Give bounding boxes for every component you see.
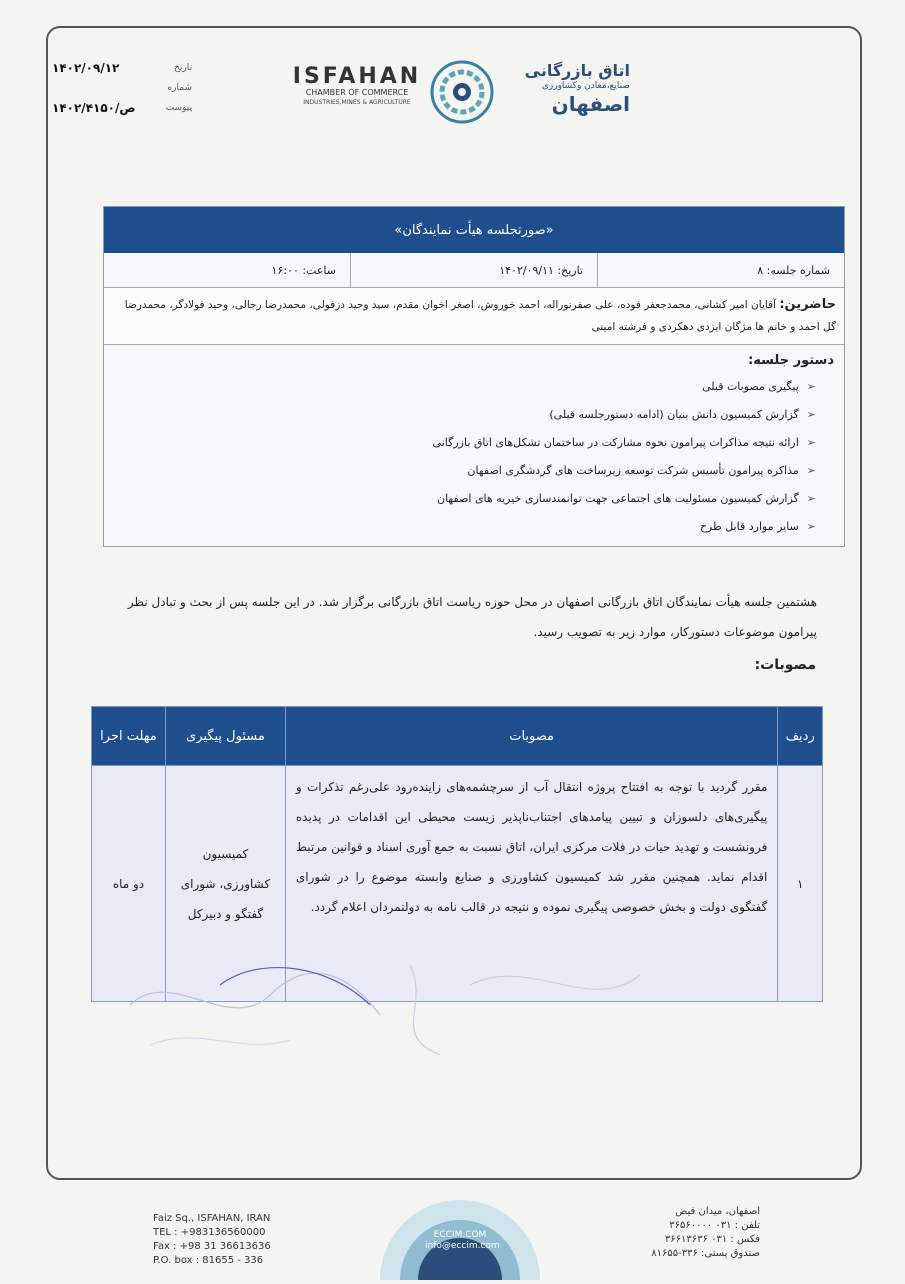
logo-fa-city: اصفهان — [551, 92, 630, 116]
responsible-cell: کمیسیون کشاورزی، شورای گفتگو و دبیرکل — [165, 766, 285, 1002]
agenda-title: «صورتجلسه هیأت نمایندگان» — [104, 207, 844, 253]
col-approvals: مصوبات — [285, 707, 777, 766]
logo-fa-title: اتاق بازرگانی — [524, 61, 630, 80]
approvals-title: مصوبات: — [754, 657, 816, 673]
agenda-item — [114, 372, 834, 400]
arrow-bullet-icon: ➢ — [806, 407, 816, 421]
footer-fa-line: اصفهان، میدان فیض — [675, 1206, 760, 1217]
logo-en-isfahan: ISFAHAN — [292, 64, 422, 89]
table-header-row — [92, 707, 823, 766]
deadline-cell: دو ماه — [92, 766, 166, 1002]
agenda-item — [114, 484, 834, 512]
attendees-label: حاضرین: — [779, 297, 836, 312]
agenda-item-text: گزارش کمیسیون مسئولیت های اجتماعی جهت توانمندسازی خیریه های اصفهان — [436, 491, 799, 505]
attendees — [104, 288, 844, 345]
logo-en-chamber: CHAMBER OF COMMERCE — [305, 88, 409, 97]
agenda-item — [114, 400, 834, 428]
col-row-number: ردیف — [778, 707, 823, 766]
session-date: تاریخ: ۱۴۰۲/۰۹/۱۱ — [350, 253, 597, 287]
approval-text: مقرر گردید با توجه به افتتاح پروژه انتقال آب از سرچشمه‌های زاینده‌رود علی‌رغم تذکرات و پیگیری‌های دلسوزان و تبیین پیامدهای اجتناب‌ناپذیر زیست محیطی این اقدامات در پدیده فرونشست و تهدید حیات در فلات مرکزی ایران، اتاق نسبت به جمع آوری اسناد و قوانین مرتبط اقدام نماید. همچنین مقرر شد کمیسیون کشاورزی و صنایع وابسته موضوع را در شورای گفتگوی دولت و بخش خصوصی پیگیری نموده و نتیجه در قالب نامه به دولتمردان اعلام گردد. — [285, 766, 777, 1002]
number-label: شماره — [167, 83, 192, 93]
footer-fa-line: صندوق پستی: ۳۳۶-۸۱۶۵۵ — [651, 1248, 760, 1259]
footer-email[interactable]: info@eccim.com — [425, 1241, 500, 1251]
logo-english — [292, 66, 422, 107]
date-value: ۱۴۰۲/۰۹/۱۲ — [52, 61, 120, 75]
agenda-item-text: گزارش کمیسیون دانش بنیان (ادامه دستورجلسه قبلی) — [549, 407, 799, 421]
footer-fa-line: تلفن : ۰۳۱ ۳۶۵۶۰۰۰۰ — [669, 1220, 760, 1231]
agenda-box — [103, 206, 845, 547]
attachment-value: ۱۴۰۲/ص/۴۱۵۰ — [52, 101, 136, 115]
date-label: تاریخ — [174, 63, 192, 73]
col-deadline: مهلت اجرا — [92, 707, 166, 766]
arrow-bullet-icon: ➢ — [806, 435, 816, 449]
footer-address-en — [153, 1212, 271, 1268]
arrow-bullet-icon: ➢ — [806, 463, 816, 477]
signatures-image — [110, 945, 650, 1065]
footer-address-fa — [640, 1205, 760, 1261]
agenda-items-title: دستور جلسه: — [748, 353, 834, 368]
attendees-list: آقایان امیر کشانی، محمدجعفر فوده، علی صفرنوراله، احمد خوروش، اصغر اخوان مقدم، سید وحید دزفولی، محمدرضا رجالی، وحید فولادگر، محمدرضا گل احمد و خانم ها مژگان ایزدی دهکردی و فرشته امینی — [124, 299, 836, 333]
session-number: شماره جلسه: ۸ — [597, 253, 844, 287]
chamber-emblem-icon — [428, 58, 496, 126]
arrow-bullet-icon: ➢ — [806, 491, 816, 505]
attachment-label: پیوست — [165, 103, 192, 113]
footer-en-line: Fax : +98 31 36613636 — [153, 1241, 271, 1252]
footer-en-line: P.O. box : 81655 - 336 — [153, 1255, 264, 1266]
session-info-row — [104, 253, 844, 288]
intro-paragraph: هشتمین جلسه هیأت نمایندگان اتاق بازرگانی اصفهان در محل حوزه ریاست اتاق بازرگانی برگزار شد. در این جلسه پس از بحث و تبادل نظر پیرامون موضوعات دستورکار، موارد زیر به تصویب رسید. — [127, 595, 817, 639]
agenda-item-text: سایر موارد قابل طرح — [699, 519, 799, 533]
session-time: ساعت: ۱۶:۰۰ — [271, 263, 336, 277]
agenda-item — [114, 456, 834, 484]
col-responsible: مسئول پیگیری — [165, 707, 285, 766]
agenda-item — [114, 512, 834, 540]
logo-en-industries: INDUSTRIES,MINES & AGRICULTURE — [303, 99, 411, 106]
arrow-bullet-icon: ➢ — [806, 379, 816, 393]
footer-fa-line: فکس : ۰۳۱ ۳۶۶۱۳۶۳۶ — [664, 1234, 760, 1245]
logo-fa-sub: صنایع،معادن وکشاورزی — [541, 81, 630, 91]
footer-en-line: Faiz Sq., ISFAHAN, IRAN — [153, 1213, 271, 1224]
footer-en-line: TEL : +983136560000 — [153, 1227, 266, 1238]
agenda-item — [114, 428, 834, 456]
letter-meta — [52, 58, 192, 118]
logo-persian — [500, 62, 630, 116]
agenda-item-text: مذاکره پیرامون تأسیس شرکت توسعه زیرساخت های گردشگری اصفهان — [467, 463, 799, 477]
agenda-item-text: ارائه نتیجه مذاکرات پیرامون نحوه مشارکت در ساختمان تشکل‌های اتاق بازرگانی — [432, 435, 799, 449]
agenda-items — [104, 345, 844, 546]
agenda-item-text: پیگیری مصوبات قبلی — [702, 379, 799, 393]
row-number: ۱ — [778, 766, 823, 1002]
footer-logo — [330, 1196, 590, 1280]
footer-website[interactable]: ECCIM.COM — [433, 1230, 487, 1240]
arrow-bullet-icon: ➢ — [806, 519, 816, 533]
